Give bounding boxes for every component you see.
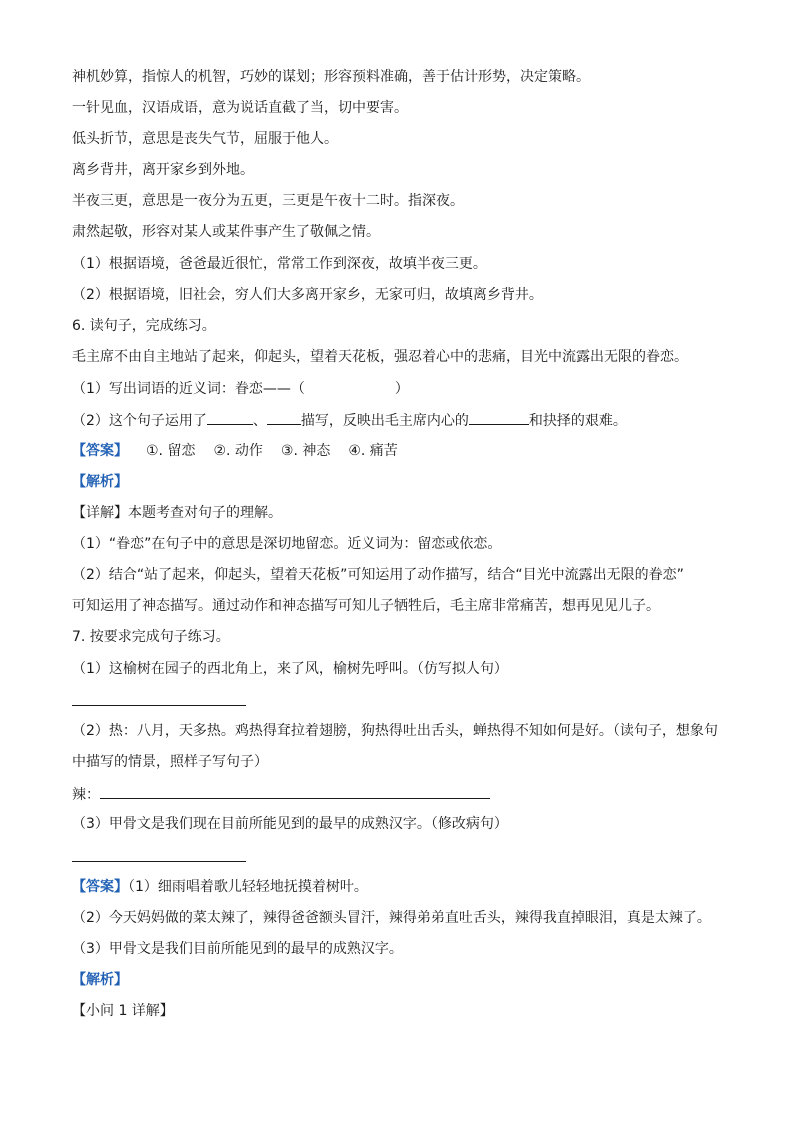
- question-text: ）: [394, 381, 409, 397]
- text-line: 一针见血，汉语成语，意为说话直截了当，切中要害。: [72, 100, 408, 116]
- answer-item: ④. 痛苦: [348, 443, 398, 459]
- detail-text: 本题考查对句子的理解。: [128, 505, 282, 521]
- answer-blank: [267, 410, 301, 425]
- question-text: （1）写出词语的近义词：眷恋——（: [72, 381, 305, 397]
- text-line: 低头折节，意思是丧失气节，屈服于他人。: [72, 131, 338, 147]
- text-line: （2）结合“站了起来，仰起头，望着天花板”可知运用了动作描写，结合“目光中流露出无限的眷恋”: [72, 567, 684, 583]
- question-line: [72, 379, 409, 398]
- text-line: 中描写的情景，照样子写句子）: [72, 754, 268, 770]
- text-line: （3）甲骨文是我们目前所能见到的最早的成熟汉字。: [72, 941, 403, 957]
- text-line: （1）这榆树在园子的西北角上，来了风，榆树先呼叫。（仿写拟人句）: [72, 661, 508, 677]
- analysis-label: 【解析】: [72, 474, 128, 490]
- question-heading: 6. 读句子，完成练习。: [72, 318, 216, 334]
- answer-prefix: 辣：: [72, 787, 100, 803]
- text-line: 神机妙算，指惊人的机智，巧妙的谋划；形容预料准确，善于估计形势，决定策略。: [72, 69, 590, 85]
- text-line: 可知运用了神态描写。通过动作和神态描写可知儿子牺牲后，毛主席非常痛苦，想再见见儿子。: [72, 598, 660, 614]
- answer-item: ②. 动作: [213, 443, 263, 459]
- answer-line: [72, 878, 368, 896]
- text-line: （1）“眷恋”在句子中的意思是深切地留恋。近义词为：留恋或依恋。: [72, 536, 502, 552]
- answer-input-line: [72, 784, 490, 804]
- answer-blank: [207, 410, 253, 425]
- text-line: （2）热：八月，天多热。鸡热得耷拉着翅膀，狗热得吐出舌头，蝉热得不知如何是好。（读句子，想象句: [72, 723, 718, 739]
- answer-item: ①. 留恋: [146, 443, 196, 459]
- question-text: 描写，反映出毛主席内心的: [300, 413, 469, 429]
- answer-blank: [469, 410, 529, 425]
- answer-rule: [72, 705, 246, 706]
- subquestion-heading: 【小问 1 详解】: [72, 1003, 174, 1019]
- answer-rule: [72, 861, 246, 862]
- analysis-label: 【解析】: [72, 972, 128, 988]
- answer-item: ③. 神态: [280, 443, 331, 459]
- question-text: 和抉择的艰难。: [528, 413, 627, 429]
- text-line: （2）根据语境，旧社会，穷人们大多离开家乡，无家可归，故填离乡背井。: [72, 287, 543, 303]
- text-line: 毛主席不由自主地站了起来，仰起头，望着天花板，强忍着心中的悲痛，目光中流露出无限的眷恋。: [72, 349, 688, 365]
- detail-line: [72, 504, 282, 522]
- answer-blank: [100, 784, 490, 799]
- text-line: （3）甲骨文是我们现在目前所能见到的最早的成熟汉字。（修改病句）: [72, 816, 508, 832]
- answer-line: [72, 442, 398, 460]
- question-line: [72, 410, 627, 430]
- answer-blank: [305, 379, 395, 393]
- text-line: 肃然起敬，形容对某人或某件事产生了敬佩之情。: [72, 224, 380, 240]
- question-text: 、: [252, 413, 267, 429]
- question-text: （2）这个句子运用了: [72, 413, 207, 429]
- answer-label: 【答案】: [72, 879, 128, 895]
- question-heading: 7. 按要求完成句子练习。: [72, 629, 230, 645]
- text-line: （1）根据语境，爸爸最近很忙，常常工作到深夜，故填半夜三更。: [72, 256, 487, 272]
- text-line: 离乡背井，离开家乡到外地。: [72, 162, 254, 178]
- answer-label: 【答案】: [72, 443, 128, 459]
- answer-text: （1）细雨唱着歌儿轻轻地抚摸着树叶。: [128, 879, 368, 895]
- detail-label: 【详解】: [72, 505, 128, 521]
- text-line: 半夜三更，意思是一夜分为五更，三更是午夜十二时。指深夜。: [72, 193, 464, 209]
- text-line: （2）今天妈妈做的菜太辣了，辣得爸爸额头冒汗，辣得弟弟直吐舌头，辣得我直掉眼泪，真是太辣了。: [72, 910, 711, 926]
